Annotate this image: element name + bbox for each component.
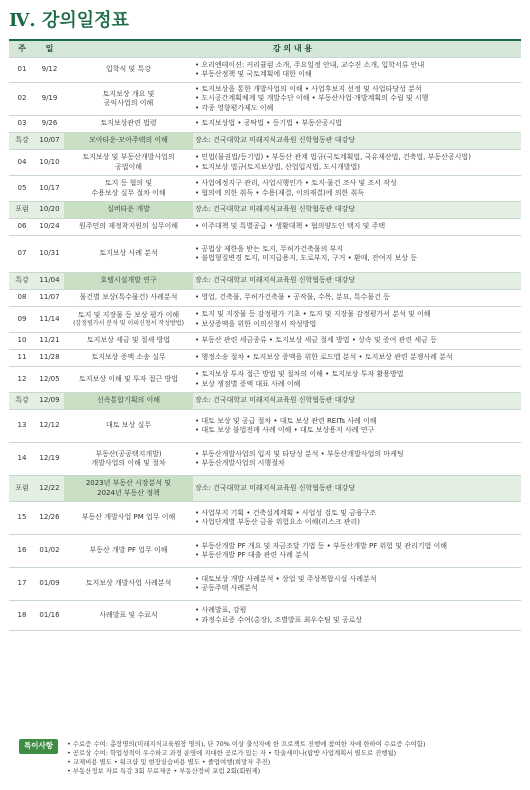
row-content-line: • 대토 보상 및 공급 절차 • 대토 보상 관련 REITs 사례 이해 [195,416,377,425]
row-content [193,601,521,631]
row-week: 특강 [9,133,35,150]
note-line: • 교재비용 별도 • 워크샵 및 현장실습비용 별도 • 졸업여행(희망자 추진) [67,758,271,767]
note-line: • 수료증 수여: 총장명의(미래지식교육원장 명의), 단 70% 이상 출석자에 한 프로젝트 진행에 참여한 자에 한하여 수료증 수여함) [67,740,426,748]
row-topic-line: 공법이해 [114,162,143,171]
table-row [9,290,521,307]
row-topic-line: 공익사업의 이해 [103,99,154,107]
row-week: 18 [9,601,35,631]
table-row [9,219,521,236]
row-content-line: • 토지보상 투자 접근 방법 및 절차의 이해 • 토지보상 투자 활용방법 [195,370,404,379]
row-topic-line: 토지보상 이해 및 투자 접근 방법 [78,374,179,383]
row-content-line: • 행정소송 절차 • 토지보상 증액을 위한 로드맵 분석 • 토지보상 관련 분쟁사례 분석 [195,353,453,362]
row-topic [64,333,193,350]
row-topic [64,116,193,133]
row-topic [64,150,193,176]
table-row [9,410,521,443]
row-content-line: • 공법상 제한을 받는 토지, 무허가건축물의 부지 [195,244,344,253]
row-content-line: 장소: 건국대학교 미래지식교육원 신학협동관 대강당 [195,483,356,492]
row-topic [64,410,193,443]
row-topic-line: 토지보상 개요 및 [102,89,155,98]
row-topic [64,273,193,290]
row-week: 특강 [9,393,35,410]
row-topic [64,202,193,219]
row-date: 9/12 [35,58,64,83]
row-content [193,83,521,116]
table-row [9,58,521,83]
row-content [193,219,521,236]
row-date: 10/07 [35,133,64,150]
row-week: 08 [9,290,35,307]
row-week: 04 [9,150,35,176]
row-week: 01 [9,58,35,83]
row-topic [64,58,193,83]
row-content [193,176,521,202]
row-content-line: • 도시공간계획체계 및 개발수단 이해 • 부동산사업·개발계획의 수립 및 시행 [195,94,429,103]
row-date: 12/12 [35,410,64,443]
row-week: 17 [9,568,35,601]
note-line: • 부동산정보 자료 특강 3회 무료제공 • 부동산정비 포럼 2회(회원제) [67,767,261,776]
row-content-line: • 각종 영향평가제도 이해 [195,103,274,112]
table-row [9,236,521,273]
row-content [193,307,521,333]
row-content [193,333,521,350]
row-content-line: • 사업단계별 부동산 금융 위험요소 이해(리스크 관리) [195,518,360,526]
row-content-line: • 토지 및 지장물 등 감정평가 기초 • 토지 및 지장물 감정평가서 분석 및 이해 [195,310,431,319]
row-topic-line: 신속통합기획의 이해 [96,396,161,405]
row-content [193,133,521,150]
row-date: 10/20 [35,202,64,219]
row-content [193,443,521,476]
row-topic [64,83,193,116]
row-topic [64,219,193,236]
row-topic-line: 토지보상관련 법령 [100,119,157,128]
row-topic-line: 실버타운 개발 [107,205,150,214]
header-content: 강 의 내 용 [64,40,521,58]
row-topic [64,535,193,568]
row-topic [64,307,193,333]
row-topic [64,236,193,273]
page-title: Ⅳ. 강의일정표 [9,10,129,31]
row-topic [64,290,193,307]
row-topic [64,176,193,202]
row-content [193,236,521,273]
row-content-line: 장소: 건국대학교 미래지식교육원 신학협동관 대강당 [195,136,356,145]
row-content [193,410,521,443]
row-content-line: • 불법형질변경 토지, 미지급용지, 도로부지, 구거 • 환매, 잔여지 보상 등 [195,254,417,262]
row-content-line: • 토지보상법 • 공탁법 • 등기법 • 부동산공시법 [195,119,343,128]
row-date: 11/21 [35,333,64,350]
row-topic-line: 호텔시설개발 연구 [100,276,157,285]
table-row-special [9,393,521,410]
row-topic [64,393,193,410]
row-topic-line: 원주민의 재정착지원의 실무이해 [78,222,179,231]
table-row [9,333,521,350]
row-date: 12/22 [35,476,64,502]
row-date: 11/04 [35,273,64,290]
notes-lines [67,740,522,776]
row-topic [64,502,193,535]
row-topic-line: (감정평가서 분석 및 이의신청서 작성방법) [73,320,184,328]
row-week: 16 [9,535,35,568]
row-week: 10 [9,333,35,350]
row-content [193,535,521,568]
table-row [9,601,521,631]
row-content-line: • 과정수료증 수여(총장), 조별발표 최우수팀 및 공로상 [195,615,363,624]
row-topic-line: 토지 및 지장물 등 보상 평가 이해 [77,310,180,319]
row-date: 12/19 [35,443,64,476]
row-topic-line: 부동산(공공택지개발) [95,449,162,458]
row-content [193,393,521,410]
row-topic-line: 물건별 보상(특수물건) 사례분석 [79,293,178,302]
row-week: 06 [9,219,35,236]
row-content-line: • 부동산 관련 세금종류 • 토지보상 세금 절세 방법 • 상속 및 증여 관련 세금 등 [195,336,437,345]
note-line: • 공로상 수여: 학업성적이 우수하고 과정 운영에 지대한 공로가 있는 자 • 학술세미나(탐방 사업계획서 별도로 진행됨) [67,749,397,758]
row-date: 01/09 [35,568,64,601]
table-row [9,83,521,116]
row-date: 12/05 [35,367,64,393]
table-header-row [9,40,521,58]
row-topic-line: 토지보상 사례 분석 [99,249,158,258]
row-date: 10/10 [35,150,64,176]
row-topic-line: 사례발표 및 수료식 [99,610,158,619]
row-date: 12/09 [35,393,64,410]
row-week: 12 [9,367,35,393]
row-week: 11 [9,350,35,367]
row-week: 특강 [9,273,35,290]
row-content-line: • 대토 보상 불법전매 사례 이해 • 대토 보상용지 사례 연구 [195,426,375,434]
table-row [9,116,521,133]
row-topic [64,443,193,476]
row-topic [64,350,193,367]
row-content-line: • 보상증액을 위한 이의신청서 작성방법 [195,319,317,328]
row-content-line: • 민법(물권법/등기법) • 부동산 관계 법규(국토계획법, 국유재산법, 건축법, 부동산공시법) [195,153,471,162]
row-content-line: 장소: 건국대학교 미래지식교육원 신학협동관 대강당 [195,276,356,285]
table-row-special [9,476,521,502]
table-row [9,350,521,367]
row-topic-line: 수용보상 실무 절차 이해 [91,188,166,197]
table-row [9,502,521,535]
row-date: 10/31 [35,236,64,273]
row-week: 09 [9,307,35,333]
row-topic-line: 모아타운·모아주택의 이해 [89,136,168,145]
row-content [193,350,521,367]
table-row-special [9,202,521,219]
table-row [9,307,521,333]
row-week: 15 [9,502,35,535]
row-content-line: • 공동주택 사례분석 [195,584,258,592]
row-topic-line: 개발사업의 이해 및 절차 [91,459,166,467]
row-topic-line: 토지 등 협의 및 [104,179,153,188]
row-date: 01/16 [35,601,64,631]
row-content-line: • 부동산정책 및 국토계획에 대한 이해 [195,70,312,78]
row-topic-line: 2024년 부동산 정책 [97,488,160,497]
row-content [193,273,521,290]
row-topic [64,367,193,393]
schedule-table [9,39,521,631]
row-content [193,58,521,83]
row-topic-line: 2023년 부동산 시장분석 및 [85,479,172,488]
row-date: 01/02 [35,535,64,568]
row-content-line: • 사례발표, 강평 [195,606,247,615]
row-date: 9/19 [35,83,64,116]
row-content [193,290,521,307]
row-week: 07 [9,236,35,273]
row-topic-line: 토지보상 세금 및 절세 방법 [86,336,171,345]
table-row-special [9,273,521,290]
row-content-line: • 오리엔테이션: 커리큘럼 소개, 주요일정 안내, 교수진 소개, 입학서류 안내 [195,60,425,69]
row-week: 포럼 [9,476,35,502]
row-content-line: • 부동산개발 PF 대출 관련 사례 분석 [195,551,309,559]
row-date: 11/07 [35,290,64,307]
row-content-line: • 대토보상 개발 사례분석 • 상업 및 주상복합시설 사례분석 [195,574,377,583]
table-row [9,367,521,393]
row-topic [64,568,193,601]
row-date: 12/26 [35,502,64,535]
row-date: 10/24 [35,219,64,236]
row-content-line: • 토지보상 법규(토지보상법, 산업입지법, 도시개발법) [195,162,360,171]
row-content-line: • 보상 쟁점별 증액 대표 사례 이해 [195,379,301,388]
row-content-line: 장소: 건국대학교 미래지식교육원 신학협동관 대강당 [195,205,356,214]
row-content [193,367,521,393]
table-row [9,535,521,568]
row-content-line: • 협의에 의한 취득 • 수용(재결, 이의재결)에 의한 취득 [195,188,364,197]
notes-badge: 특이사항 [19,739,58,754]
row-week: 05 [9,176,35,202]
row-week: 14 [9,443,35,476]
row-content-line: • 사업예정지구 관리, 사업시행인가 • 토지·물건 조사 및 조서 작성 [195,179,397,188]
row-content-line: • 이주대책 및 특별공급 • 생활대책 • 협의양도인 택지 및 주택 [195,222,386,231]
row-content-line: • 영업, 건축물, 무허가건축물 • 공작물, 수목, 분묘, 특수물건 등 [195,293,390,302]
row-content [193,476,521,502]
table-row-special [9,133,521,150]
row-topic-line: 부동산 개발 PF 업무 이해 [89,546,168,555]
table-row [9,176,521,202]
row-topic-line: 대토 보상 실무 [105,421,152,430]
row-content [193,502,521,535]
row-content-line: 장소: 건국대학교 미래지식교육원 신학협동관 대강당 [195,396,356,405]
row-topic-line: 입학식 및 특강 [105,65,152,74]
row-date: 10/17 [35,176,64,202]
row-content [193,202,521,219]
row-date: 11/28 [35,350,64,367]
row-week: 13 [9,410,35,443]
row-date: 9/26 [35,116,64,133]
row-content-line: • 부동산개발사업의 시행절차 [195,459,285,467]
row-date: 11/14 [35,307,64,333]
row-topic-line: 토지보상 증액 소송 실무 [91,353,166,362]
row-content-line: • 사업부지 기획 • 건축설계계획 • 사업성 검토 및 금융구조 [195,508,377,517]
row-topic-line: 토지보상 및 부동산개발사업의 [82,153,175,162]
row-week: 포럼 [9,202,35,219]
row-content [193,568,521,601]
row-topic [64,601,193,631]
row-content [193,116,521,133]
row-content-line: • 부동산개발사업의 입지 및 타당성 분석 • 부동산개발사업의 마케팅 [195,449,404,458]
table-row [9,568,521,601]
row-topic [64,476,193,502]
row-content [193,150,521,176]
row-content-line: • 토지보상을 통한 개발사업의 이해 • 사업후보지 선정 및 사업타당성 분석 [195,84,422,93]
header-date: 일 [35,40,64,58]
row-topic-line: 부동산 개발사업 PM 업무 이해 [81,513,176,522]
row-week: 03 [9,116,35,133]
row-topic [64,133,193,150]
row-week: 02 [9,83,35,116]
table-row [9,443,521,476]
header-week: 주 [9,40,35,58]
row-content-line: • 부동산개발 PF 개요 및 자금조달 기법 등 • 부동산개발 PF 위험 및 관리기법 이해 [195,541,448,550]
table-row [9,150,521,176]
row-topic-line: 토지보상 개발사업 사례분석 [85,579,172,588]
